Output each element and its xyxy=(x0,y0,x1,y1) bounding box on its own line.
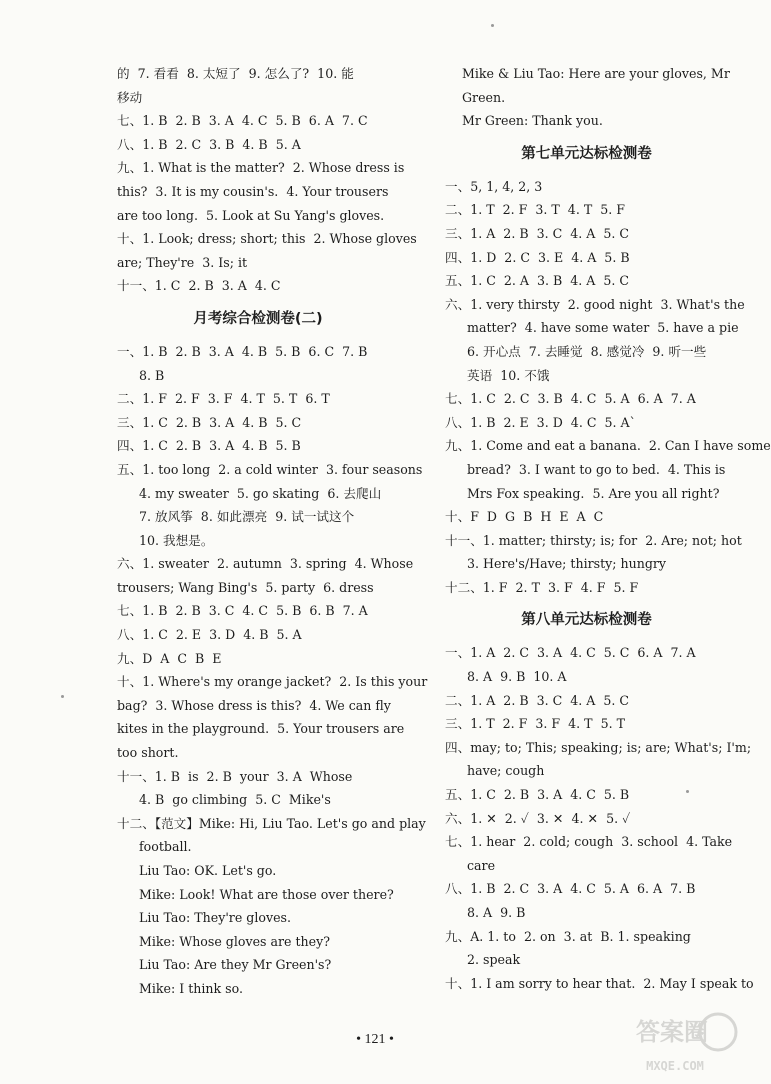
answer-line: 3. Here's/Have; thirsty; hungry xyxy=(467,556,667,572)
answer-line: 五、1. too long 2. a cold winter 3. four seasons xyxy=(117,461,423,477)
section-heading: 月考综合检测卷(二) xyxy=(193,310,323,327)
answer-line: 七、1. C 2. C 3. B 4. C 5. A 6. A 7. A xyxy=(445,391,696,407)
answer-line: 一、1. B 2. B 3. A 4. B 5. B 6. C 7. B xyxy=(117,343,368,359)
answer-line: 8. A 9. B 10. A xyxy=(467,669,567,685)
answer-line: 三、1. C 2. B 3. A 4. B 5. C xyxy=(117,414,302,430)
section-heading: 第八单元达标检测卷 xyxy=(521,612,652,629)
section-heading: 第七单元达标检测卷 xyxy=(521,145,652,162)
answer-line: 十二、1. F 2. T 3. F 4. F 5. F xyxy=(445,579,639,595)
answer-line: 十一、1. B is 2. B your 3. A Whose xyxy=(117,768,353,784)
answer-line: 6. 开心点 7. 去睡觉 8. 感觉冷 9. 听一些 xyxy=(467,343,707,359)
answer-line: are too long. 5. Look at Su Yang's gloves. xyxy=(117,207,385,223)
answer-line: 七、1. B 2. B 3. A 4. C 5. B 6. A 7. C xyxy=(117,113,368,129)
answer-line: 二、1. T 2. F 3. T 4. T 5. F xyxy=(445,202,625,218)
answer-line: 8. A 9. B xyxy=(467,905,526,920)
answer-line: bag? 3. Whose dress is this? 4. We can fly xyxy=(117,697,391,713)
answer-line: care xyxy=(467,857,496,873)
answer-line: 六、1. very thirsty 2. good night 3. What's the xyxy=(445,296,745,312)
answer-line: 九、D A C B E xyxy=(117,650,222,666)
answer-line: 九、1. Come and eat a banana. 2. Can I have some xyxy=(445,438,771,454)
answer-line: 八、1. C 2. E 3. D 4. B 5. A xyxy=(117,627,302,643)
answer-line: 10. 我想是。 xyxy=(139,532,214,548)
answer-line: Mike: I think so. xyxy=(139,980,244,996)
answer-line: 九、A. 1. to 2. on 3. at B. 1. speaking xyxy=(445,928,691,944)
answer-line: 四、1. C 2. B 3. A 4. B 5. B xyxy=(117,438,301,454)
answer-line: 八、1. B 2. E 3. D 4. C 5. A` xyxy=(445,414,636,430)
svg-text:答案圈: 答案圈 xyxy=(636,1018,708,1046)
answer-line: 十、1. Where's my orange jacket? 2. Is this your xyxy=(117,674,428,690)
answer-line: 八、1. B 2. C 3. A 4. C 5. A 6. A 7. B xyxy=(445,881,696,897)
answer-line: this? 3. It is my cousin's. 4. Your trousers xyxy=(117,183,389,199)
answer-line: 二、1. F 2. F 3. F 4. T 5. T 6. T xyxy=(117,391,330,407)
answer-line: 六、1. ✕ 2. ✓ 3. ✕ 4. ✕ 5. ✓ xyxy=(445,810,631,826)
answer-line: football. xyxy=(139,839,192,855)
answer-line: 一、1. A 2. C 3. A 4. C 5. C 6. A 7. A xyxy=(445,645,696,661)
answer-line: too short. xyxy=(117,745,179,761)
answer-line: Green. xyxy=(462,89,506,105)
answer-line: 八、1. B 2. C 3. B 4. B 5. A xyxy=(117,136,301,152)
answer-line: 四、1. D 2. C 3. E 4. A 5. B xyxy=(445,249,630,265)
answer-line: 十、1. I am sorry to hear that. 2. May I speak to xyxy=(445,975,754,991)
answer-line: 2. speak xyxy=(467,952,521,968)
watermark-url: MXQE.COM xyxy=(646,1059,704,1073)
answer-line: 的 7. 看看 8. 太短了 9. 怎么了? 10. 能 xyxy=(117,66,354,81)
answer-line: bread? 3. I want to go to bed. 4. This is xyxy=(467,461,726,477)
answer-line: 七、1. hear 2. cold; cough 3. school 4. Take xyxy=(445,834,733,850)
answer-line: 五、1. C 2. A 3. B 4. A 5. C xyxy=(445,273,630,289)
answer-line: 8. B xyxy=(139,367,165,383)
answer-line: have; cough xyxy=(467,763,545,779)
answer-line: 十一、1. matter; thirsty; is; for 2. Are; not; hot xyxy=(445,532,742,548)
answer-line: 五、1. C 2. B 3. A 4. C 5. B xyxy=(445,787,630,803)
answer-line: are; They're 3. Is; it xyxy=(117,254,248,270)
speck xyxy=(61,695,64,698)
answer-line: Liu Tao: OK. Let's go. xyxy=(139,863,277,878)
left-column xyxy=(117,62,428,1001)
answer-line: 三、1. A 2. B 3. C 4. A 5. C xyxy=(445,225,630,241)
answer-line: 英语 10. 不饿 xyxy=(467,367,550,383)
answer-line: 十、F D G B H E A C xyxy=(445,509,604,525)
watermark-logo-icon xyxy=(610,1006,740,1078)
answer-line: 九、1. What is the matter? 2. Whose dress is xyxy=(117,160,405,176)
answer-line: Mr Green: Thank you. xyxy=(462,113,603,129)
speck xyxy=(491,24,494,27)
answer-line: 十一、1. C 2. B 3. A 4. C xyxy=(117,278,281,294)
answer-line: 四、may; to; This; speaking; is; are; What's; I'm; xyxy=(445,739,752,755)
answer-line: 一、5, 1, 4, 2, 3 xyxy=(445,178,543,194)
answer-line: trousers; Wang Bing's 5. party 6. dress xyxy=(117,579,374,595)
answer-line: matter? 4. have some water 5. have a pie xyxy=(467,320,739,336)
answer-line: Mike: Whose gloves are they? xyxy=(139,933,330,949)
watermark xyxy=(610,1006,740,1078)
page-number: • 121 • xyxy=(356,1032,394,1047)
answer-line: 二、1. A 2. B 3. C 4. A 5. C xyxy=(445,692,630,708)
answer-line: Mike & Liu Tao: Here are your gloves, Mr xyxy=(462,66,730,81)
answer-line: Mrs Fox speaking. 5. Are you all right? xyxy=(467,485,720,501)
answer-line: 三、1. T 2. F 3. F 4. T 5. T xyxy=(445,716,625,732)
speck xyxy=(686,790,689,793)
answer-line: 7. 放风筝 8. 如此漂亮 9. 试一试这个 xyxy=(139,509,355,525)
answer-line: 4. my sweater 5. go skating 6. 去爬山 xyxy=(139,485,382,501)
answer-line: 十二、【范文】Mike: Hi, Liu Tao. Let's go and play xyxy=(117,815,426,831)
answer-line: Liu Tao: They're gloves. xyxy=(139,910,291,926)
answer-line: 4. B go climbing 5. C Mike's xyxy=(139,792,331,808)
answer-line: 六、1. sweater 2. autumn 3. spring 4. Whose xyxy=(117,556,414,572)
answer-line: Mike: Look! What are those over there? xyxy=(139,886,394,902)
answer-line: Liu Tao: Are they Mr Green's? xyxy=(139,957,332,973)
answer-line: 七、1. B 2. B 3. C 4. C 5. B 6. B 7. A xyxy=(117,603,368,619)
answer-line: kites in the playground. 5. Your trousers are xyxy=(117,721,405,737)
answer-line: 十、1. Look; dress; short; this 2. Whose gloves xyxy=(117,231,417,247)
right-column xyxy=(445,62,771,995)
answer-line: 移动 xyxy=(117,89,143,105)
